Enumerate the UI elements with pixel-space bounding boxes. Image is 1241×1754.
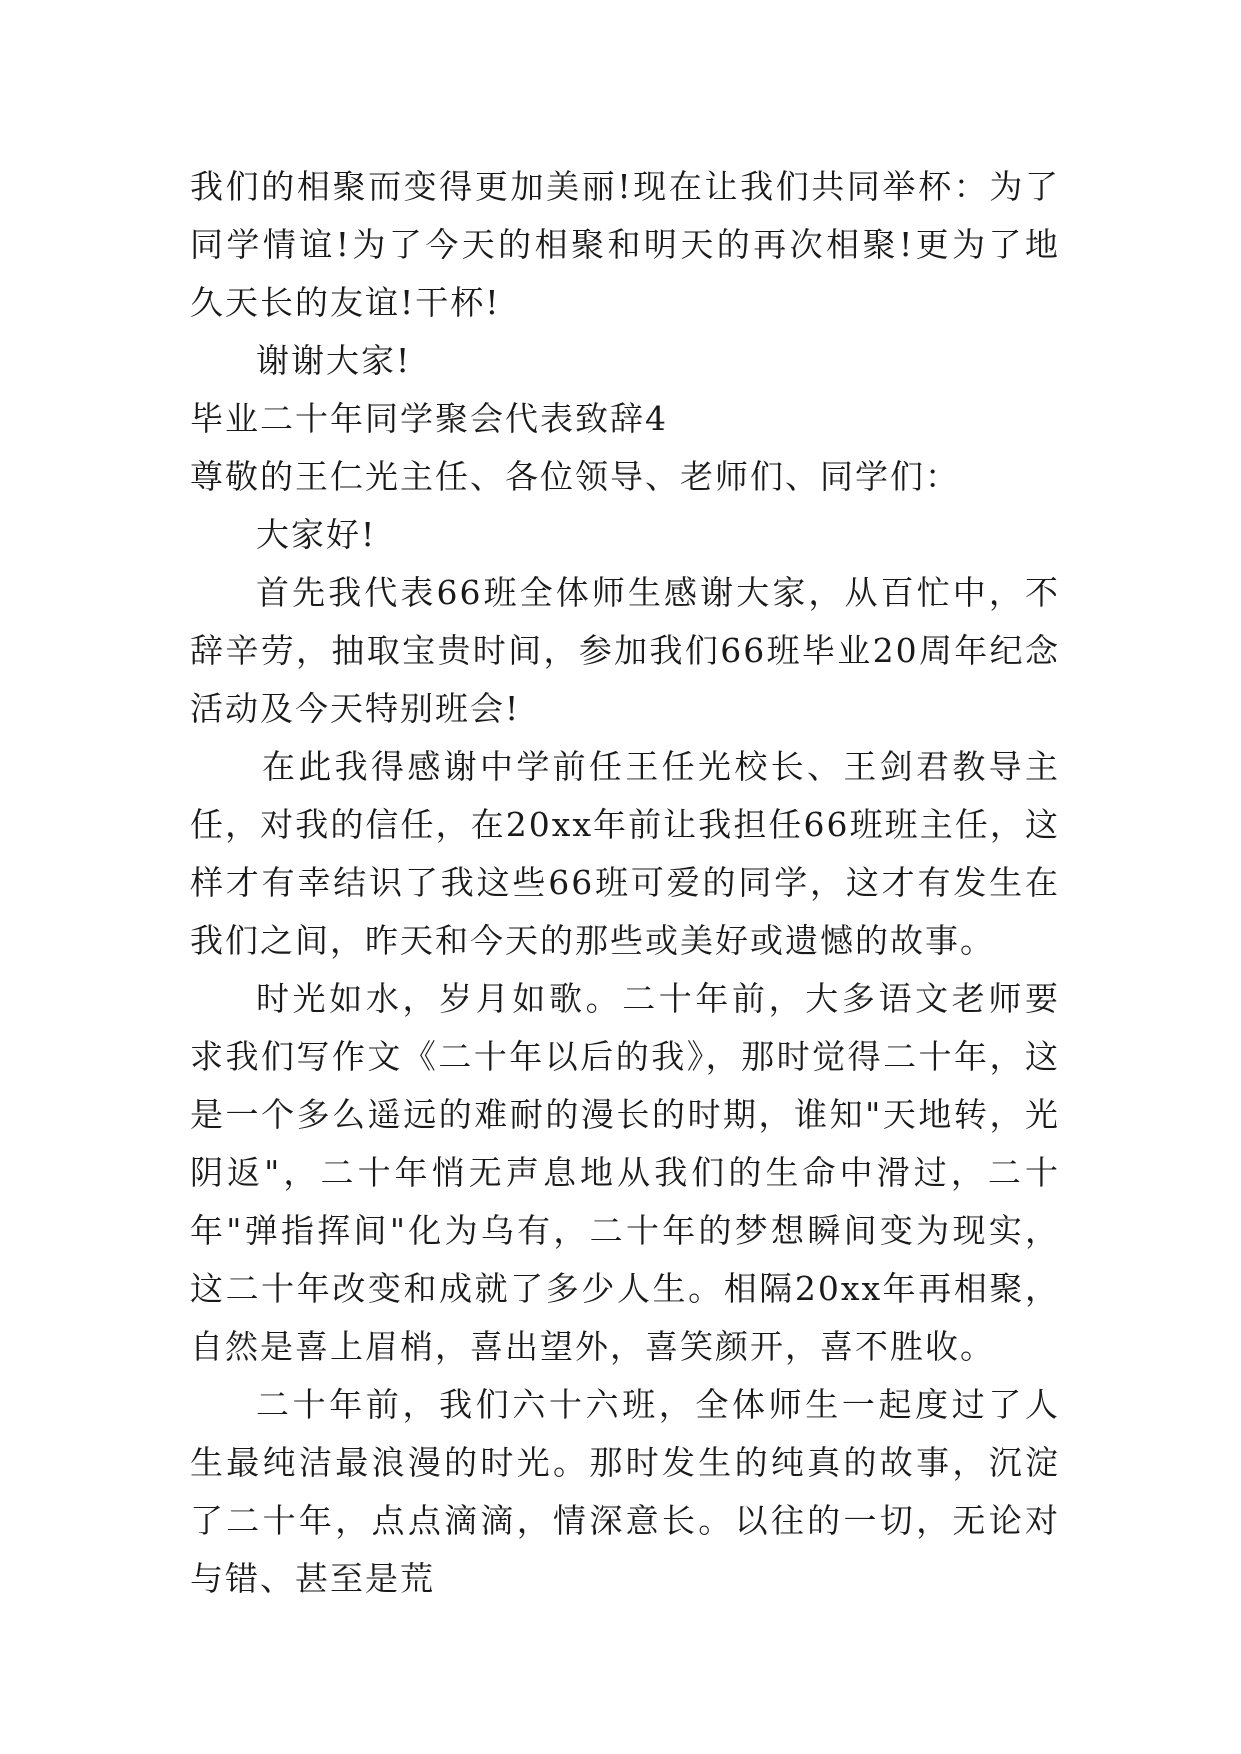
section-heading: 毕业二十年同学聚会代表致辞4 xyxy=(190,399,668,438)
paragraph-thanks: 谢谢大家! xyxy=(256,341,412,380)
paragraph-greeting: 大家好! xyxy=(256,515,377,554)
paragraph-memories: 二十年前，我们六十六班，全体师生一起度过了人生最纯洁最浪漫的时光。那时发生的纯真的故事，沉淀了二十年，点点滴滴，情深意长。以往的一切，无论对与错、甚至是荒 xyxy=(190,1385,1060,1598)
paragraph-time-passing: 时光如水，岁月如歌。二十年前，大多语文老师要求我们写作文《二十年以后的我》，那时觉得二十年，这是一个多么遥远的难耐的漫长的时期，谁知"天地转，光阴返"，二十年悄无声息地从我们的生命中滑过，二十年"弹指挥间"化为乌有，二十年的梦想瞬间变为现实，这二十年改变和成就了多少人生。相隔20xx年再相聚，自然是喜上眉梢，喜出望外，喜笑颜开，喜不胜收。 xyxy=(190,979,1060,1366)
document-body xyxy=(190,158,1060,1608)
paragraph-gratitude: 首先我代表66班全体师生感谢大家，从百忙中，不辞辛劳，抽取宝贵时间，参加我们66班毕业20周年纪念活动及今天特别班会! xyxy=(190,573,1060,728)
paragraph-toast-closing: 我们的相聚而变得更加美丽!现在让我们共同举杯：为了同学情谊!为了今天的相聚和明天的再次相聚!更为了地久天长的友谊!干杯! xyxy=(190,167,1060,322)
paragraph-acknowledgement: 在此我得感谢中学前任王任光校长、王剑君教导主任，对我的信任，在20xx年前让我担任66班班主任，这样才有幸结识了我这些66班可爱的同学，这才有发生在我们之间，昨天和今天的那些或美好或遗憾的故事。 xyxy=(190,747,1060,960)
salutation: 尊敬的王仁光主任、各位领导、老师们、同学们： xyxy=(190,457,960,496)
